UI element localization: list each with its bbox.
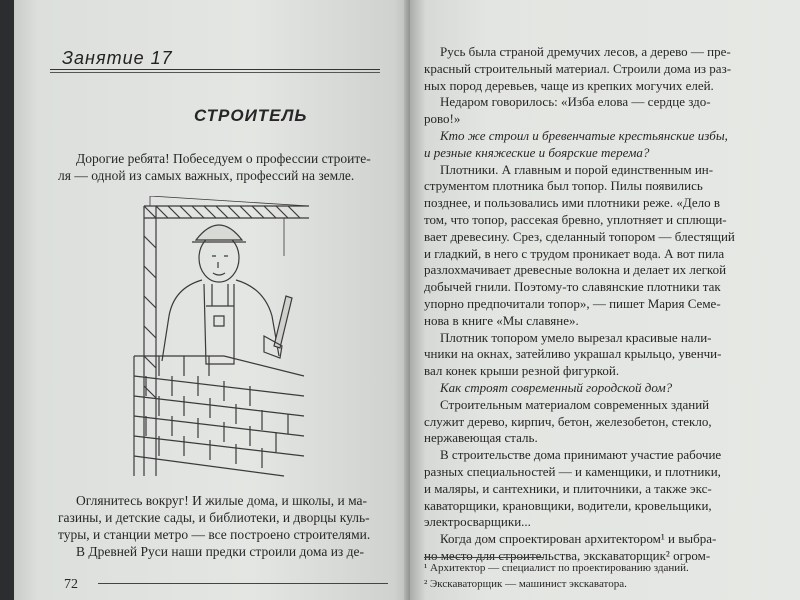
header-rule	[50, 69, 380, 70]
body-line: Плотники. А главным и порой единственным ин-	[440, 161, 714, 177]
body-line: Плотник топором умело вырезал красивые нали-	[440, 329, 712, 345]
left-page	[14, 0, 410, 600]
body-line: Оглянитесь вокруг! И жилые дома, и школы, и ма-	[76, 493, 368, 508]
body-line: каваторщики, крановщики, водители, кровельщики,	[424, 497, 712, 513]
body-line: Как строят современный городской дом?	[440, 380, 673, 395]
body-line: чники на окнах, затейливо украшал крыльцо, увенчи-	[424, 346, 722, 362]
header-rule-2	[50, 72, 380, 73]
body-line: и резные княжеские и боярские терема?	[424, 144, 650, 160]
body-line: Когда дом спроектирован архитектором¹ и выбра-	[440, 531, 717, 547]
body-line: Недаром говорилось: «Изба елова — сердце здо-	[440, 94, 711, 110]
body-line: В строительстве дома принимают участие рабочие	[440, 447, 722, 463]
footer-rule	[98, 583, 388, 584]
body-line: разлохмачивает древесные волокна и делает их легкой	[424, 262, 727, 278]
body-line: вал конек крыши резной фигуркой.	[424, 363, 620, 379]
footnote: ¹ Архитектор — специалист по проектированию зданий.	[424, 562, 689, 574]
body-line: упорно предпочитали топор», — пишет Мария Семе-	[424, 296, 721, 311]
body-line: Русь была страной дремучих лесов, а дерево — пре-	[440, 44, 731, 59]
body-line: разных специальностей — и каменщики, и плотники,	[424, 464, 721, 479]
body-line: Кто же строил и бревенчатые крестьянские избы,	[440, 128, 728, 143]
body-line: вает древесину. Срез, сделанный топором — блестящий	[424, 228, 735, 244]
intro-line: ля — одной из самых важных, профессий на земле.	[58, 168, 355, 183]
body-line: газины, и детские сады, и библиотеки, и дворцы куль-	[58, 510, 370, 525]
body-line: служит дерево, кирпич, бетон, железобетон, стекло,	[424, 413, 712, 429]
body-line: туры, и станции метро — все построено строителями.	[58, 527, 371, 542]
body-line: электросварщики...	[424, 514, 531, 530]
body-line: В Древней Руси наши предки строили дома из де-	[76, 544, 364, 559]
chapter-title: СТРОИТЕЛЬ	[194, 106, 308, 125]
page-number: 72	[64, 577, 78, 592]
body-line: струментом плотника был топор. Пилы появились	[424, 178, 703, 194]
body-line: добычей гнили. Поэтому-то славянские плотники так	[424, 279, 721, 295]
right-page	[410, 0, 800, 600]
footnote: ² Экскаваторщик — машинист экскаватора.	[424, 578, 627, 590]
body-line: нова в книге «Мы славяне».	[424, 312, 579, 328]
body-line: и маляры, и сантехники, и плиточники, а также экс-	[424, 480, 712, 496]
body-line: но место для строительства, экскаваторщик² огром-	[424, 548, 711, 563]
body-line: ных пород деревьев, чаще из крепких могучих елей.	[424, 77, 714, 93]
body-line: том, что топор, рассекая бревно, уплотняет и сплющи-	[424, 212, 727, 227]
body-line: красный строительный материал. Строили дома из раз-	[424, 60, 732, 76]
body-line: нержавеющая сталь.	[424, 430, 538, 446]
intro-line: Дорогие ребята! Побеседуем о профессии строите-	[76, 151, 371, 166]
builder-illustration	[114, 196, 324, 486]
body-line: рово!»	[424, 111, 461, 127]
body-line: позднее, и пользовались ими плотники реже. «Дело в	[424, 195, 720, 211]
body-line: Строительным материалом современных зданий	[440, 396, 710, 412]
footnote-rule	[424, 557, 544, 558]
lesson-header: Занятие 17	[62, 48, 173, 68]
body-line: и гладкий, в него с трудом проникает вода. А вот пила	[424, 245, 725, 261]
